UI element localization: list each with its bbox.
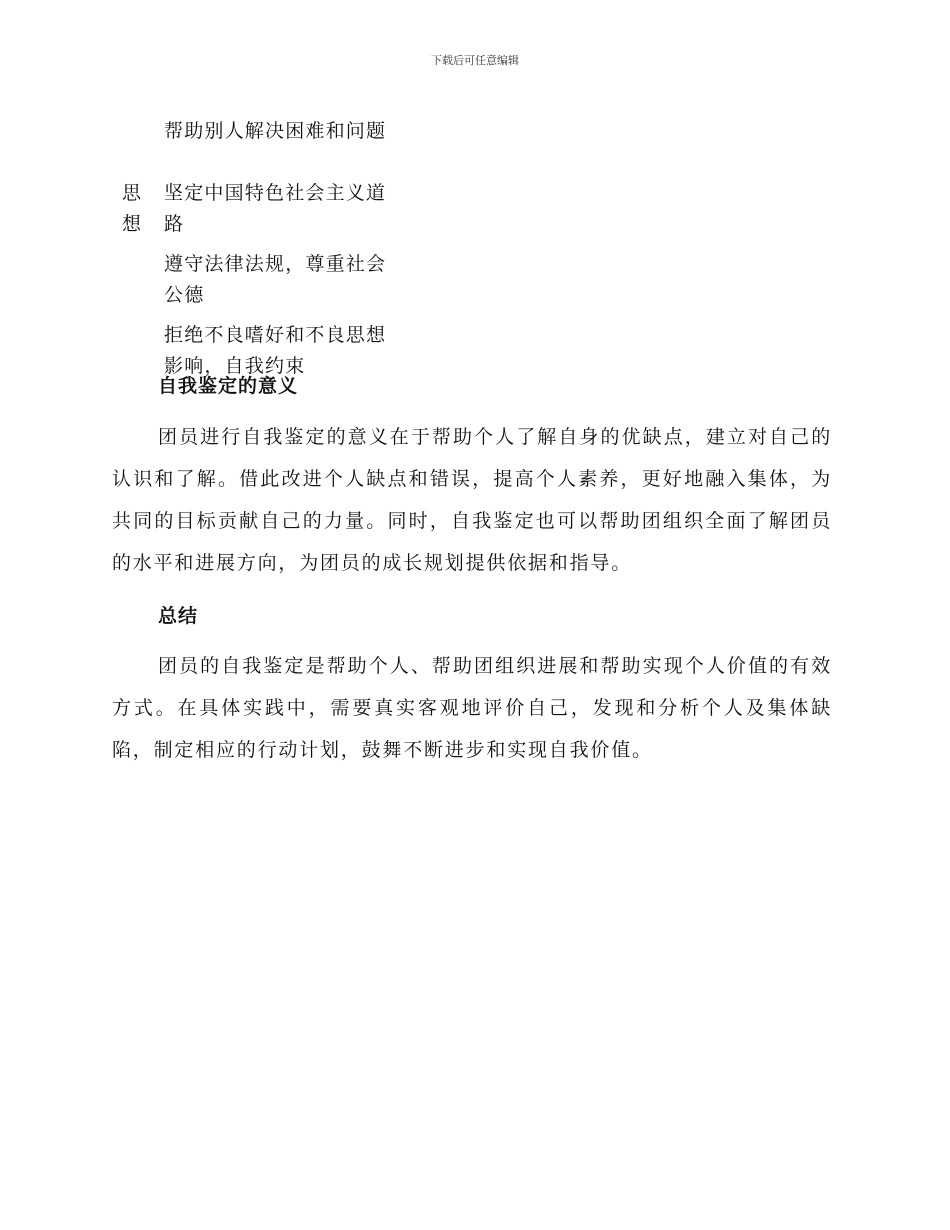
table-item: 遵守法律法规，尊重社会公德 [164, 253, 387, 306]
page-header: 下载后可任意编辑 [431, 54, 519, 67]
table-row [112, 178, 402, 240]
table-category: 思想 [122, 182, 142, 235]
section-heading-meaning: 自我鉴定的意义 [158, 375, 299, 397]
evaluation-table [112, 116, 402, 382]
table-item: 拒绝不良嗜好和不良思想影响，自我约束 [164, 324, 387, 377]
section-heading-summary: 总结 [158, 605, 199, 627]
paragraph-summary: 团员的自我鉴定是帮助个人、帮助团组织进展和帮助实现个人价值的有效方式。在具体实践中，需要真实客观地评价自己，发现和分析个人及集体缺陷，制定相应的行动计划，鼓舞不断进步和实现自我价值。 [112, 655, 832, 761]
table-row [112, 249, 402, 311]
paragraph-meaning: 团员进行自我鉴定的意义在于帮助个人了解自身的优缺点，建立对自己的认识和了解。借此改进个人缺点和错误，提高个人素养，更好地融入集体，为共同的目标贡献自己的力量。同时，自我鉴定也可以帮助团组织全面了解团员的水平和进展方向，为团员的成长规划提供依据和指导。 [112, 426, 832, 574]
table-row [112, 320, 402, 382]
table-row [112, 116, 402, 178]
table-item: 坚定中国特色社会主义道路 [164, 182, 387, 235]
table-item: 帮助别人解决困难和问题 [164, 120, 387, 142]
